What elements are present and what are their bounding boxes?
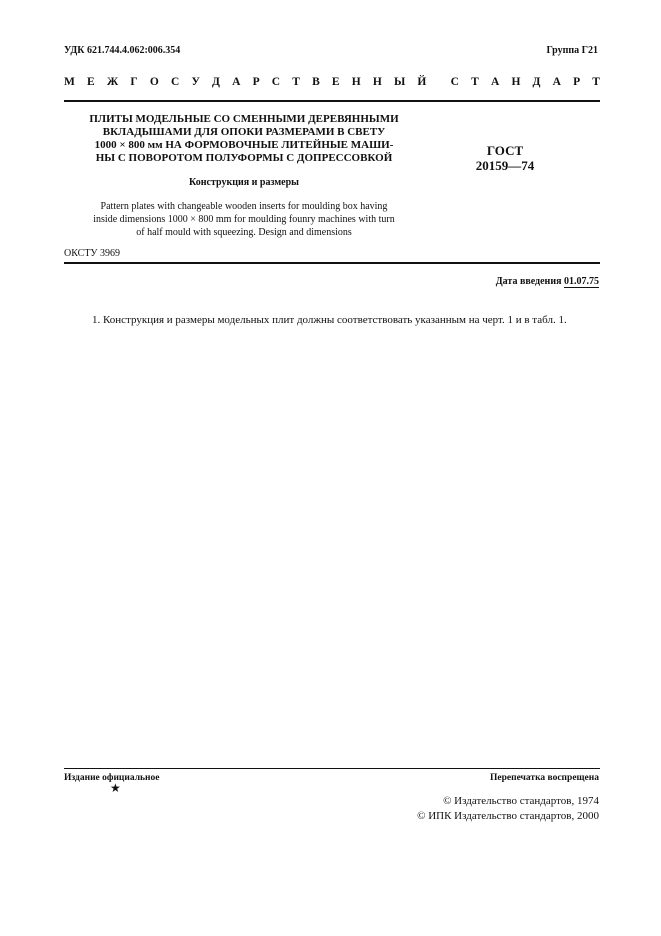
intro-date-value: 01.07.75 — [564, 276, 599, 287]
heading-letter: Т — [471, 76, 479, 88]
heading-letter: В — [312, 76, 320, 88]
heading-letter: Н — [372, 76, 382, 88]
heading-letter: Р — [573, 76, 581, 88]
group-code: Группа Г21 — [546, 45, 598, 56]
gost-label: ГОСТ — [486, 143, 524, 158]
udk-code: УДК 621.744.4.062:006.354 — [64, 45, 181, 56]
title-en-line: of half mould with squeezing. Design and dimensions — [136, 227, 352, 238]
intro-date-label: Дата введения — [495, 276, 562, 287]
heading-letter: А — [232, 76, 241, 88]
heading-letter: Д — [212, 76, 220, 88]
heading-letter: А — [552, 76, 561, 88]
heading-letter: Г — [130, 76, 138, 88]
heading-letter: М — [64, 76, 75, 88]
title-line: НЫ С ПОВОРОТОМ ПОЛУФОРМЫ С ДОПРЕССОВКОЙ — [95, 152, 393, 164]
title-line: 1000 × 800 мм НА ФОРМОВОЧНЫЕ ЛИТЕЙНЫЕ МАШИ- — [94, 139, 394, 151]
gost-designation — [450, 143, 560, 173]
heading-letter: Н — [351, 76, 361, 88]
gost-number: 20159—74 — [475, 158, 535, 173]
okstu-divider — [64, 262, 600, 264]
heading-letter: А — [490, 76, 500, 88]
body-paragraph: 1. Конструкция и размеры модельных плит должны соответствовать указанным на черт. 1 и в табл. 1. — [92, 314, 567, 326]
heading-letter: Е — [331, 76, 340, 88]
heading-letter: Д — [532, 76, 541, 88]
heading-letter: Р — [252, 76, 260, 88]
official-edition: Издание официальное — [64, 773, 160, 783]
title-line: ВКЛАДЫШАМИ ДЛЯ ОПОКИ РАЗМЕРАМИ В СВЕТУ — [102, 126, 386, 138]
title-line: ПЛИТЫ МОДЕЛЬНЫЕ СО СМЕННЫМИ ДЕРЕВЯННЫМИ — [89, 113, 399, 125]
copyright-2000: © ИПК Издательство стандартов, 2000 — [417, 810, 599, 822]
title-en-line: inside dimensions 1000 × 800 mm for moulding founry machines with turn — [93, 214, 395, 225]
title-en-line: Pattern plates with changeable wooden inserts for moulding box having — [100, 201, 388, 212]
subtitle: Конструкция и размеры — [189, 177, 299, 188]
reprint-notice: Перепечатка воспрещена — [489, 773, 599, 783]
copyright-1974: © Издательство стандартов, 1974 — [443, 795, 599, 807]
heading-letter: О — [149, 76, 159, 88]
heading-letter: С — [271, 76, 281, 88]
heading-letter: У — [191, 76, 200, 88]
heading-letter: С — [170, 76, 180, 88]
heading-letter: Е — [87, 76, 95, 88]
heading-letter: Й — [417, 76, 427, 88]
okstu-code: ОКСТУ 3969 — [64, 248, 121, 259]
heading-letter: Ы — [393, 76, 406, 88]
header-divider — [64, 100, 600, 102]
intro-date — [496, 276, 599, 287]
heading-letter: Ж — [106, 76, 119, 88]
star-icon: ★ — [110, 781, 121, 795]
heading-letter: С — [450, 76, 459, 88]
heading-letter: Т — [292, 76, 300, 88]
heading-letter: Н — [511, 76, 521, 88]
title-english — [60, 200, 428, 239]
heading-letter: Т — [592, 76, 600, 88]
title-russian — [60, 113, 428, 165]
standard-type-heading — [64, 76, 600, 88]
footer-divider — [64, 768, 600, 769]
